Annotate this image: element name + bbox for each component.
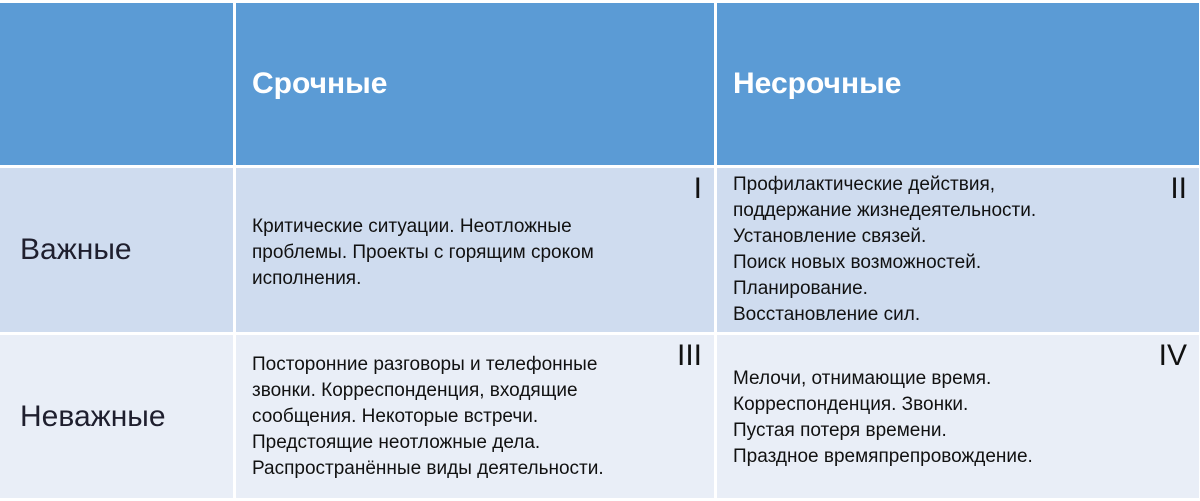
quadrant-2-cell xyxy=(717,168,1199,332)
quadrant-3-line: звонки. Корреспонденция, входящие xyxy=(252,380,578,401)
quadrant-4-line: Корреспонденция. Звонки. xyxy=(733,394,969,415)
quadrant-3-line: Предстоящие неотложные дела. xyxy=(252,432,541,453)
quadrant-4-line: Мелочи, отнимающие время. xyxy=(733,368,992,389)
row-header-unimportant-cell xyxy=(0,335,233,498)
row-title-unimportant: Неважные xyxy=(20,399,166,433)
quadrant-2-text xyxy=(733,172,1139,328)
column-title-not-urgent: Несрочные xyxy=(733,67,902,100)
quadrant-3-text xyxy=(252,352,654,482)
quadrant-2-line: Планирование. xyxy=(733,278,868,299)
header-not-urgent-cell xyxy=(717,3,1199,165)
header-corner-cell xyxy=(0,3,233,165)
column-title-urgent: Срочные xyxy=(252,67,388,100)
quadrant-2-line: поддержание жизнедеятельности. xyxy=(733,200,1037,221)
quadrant-3-line: Распространённые виды деятельности. xyxy=(252,458,604,479)
quadrant-1-line: проблемы. Проекты с горящим сроком xyxy=(252,242,594,263)
quadrant-4-cell xyxy=(717,335,1199,498)
header-urgent-cell xyxy=(236,3,714,165)
quadrant-1-text xyxy=(252,214,654,292)
quadrant-4-numeral: IV xyxy=(1158,339,1187,372)
quadrant-4-text xyxy=(733,366,1139,470)
quadrant-2-numeral: II xyxy=(1170,172,1187,205)
quadrant-2-line: Поиск новых возможностей. xyxy=(733,252,982,273)
quadrant-4-line: Пустая потеря времени. xyxy=(733,420,947,441)
quadrant-1-line: Критические ситуации. Неотложные xyxy=(252,216,572,237)
quadrant-1-cell xyxy=(236,168,714,332)
quadrant-4-line: Праздное времяпрепровождение. xyxy=(733,446,1033,467)
quadrant-2-line: Восстановление сил. xyxy=(733,304,921,325)
quadrant-1-line: исполнения. xyxy=(252,268,362,289)
quadrant-2-line: Установление связей. xyxy=(733,226,927,247)
row-title-important: Важные xyxy=(20,233,132,266)
quadrant-2-line: Профилактические действия, xyxy=(733,174,996,195)
quadrant-3-line: сообщения. Некоторые встречи. xyxy=(252,406,539,427)
quadrant-3-line: Посторонние разговоры и телефонные xyxy=(252,354,598,375)
quadrant-3-cell xyxy=(236,335,714,498)
quadrant-1-numeral: I xyxy=(693,172,702,205)
quadrant-3-numeral: III xyxy=(676,339,702,372)
row-header-important-cell xyxy=(0,168,233,332)
